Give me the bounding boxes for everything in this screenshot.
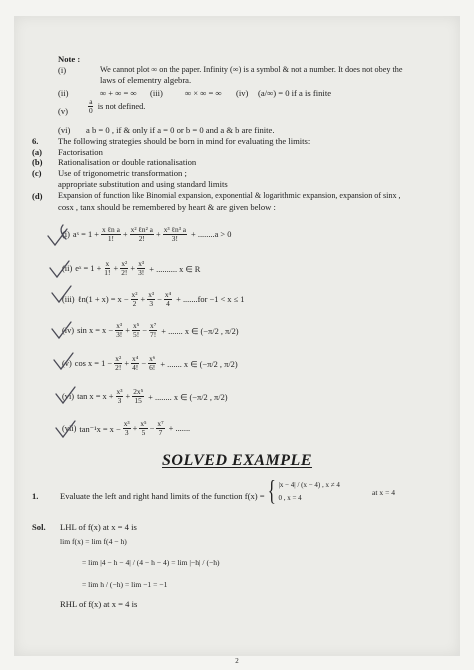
expansion-term xyxy=(131,291,139,308)
section-6-item-b: Rationalisation or double rationalisation xyxy=(58,157,197,167)
operator: + xyxy=(113,264,119,273)
section-6-item-d: Expansion of function like Binomial expansion, exponential & logarithmic expansion, expansion of sinx , xyxy=(58,191,401,200)
expansion-term xyxy=(149,322,157,339)
solution-label: Sol. xyxy=(32,522,46,532)
expansion-lhs: ℓn(1 + x) = x − xyxy=(77,295,129,304)
term-numerator: x⁶ xyxy=(149,354,156,363)
expansion-row xyxy=(62,355,238,372)
expansion-term xyxy=(103,260,111,277)
note-marker-iv: (iv) xyxy=(236,88,249,98)
term-numerator: x⁴ xyxy=(132,354,139,363)
frac-den: 0 xyxy=(89,106,93,115)
operator: + xyxy=(125,326,130,335)
operator: + xyxy=(140,295,146,304)
expansion-lhs: tan⁻¹x = x − xyxy=(79,424,121,434)
expansion-marker: (iii) xyxy=(62,295,75,304)
term-numerator: x² xyxy=(131,290,138,299)
term-denominator: 3! xyxy=(171,234,178,243)
term-denominator: 6! xyxy=(149,363,156,372)
section-6-item-a: Factorisation xyxy=(58,147,103,157)
term-numerator: x ℓn a xyxy=(101,225,120,234)
piecewise-brace: { xyxy=(267,476,276,507)
operator: − xyxy=(157,295,162,304)
expansion-tail: + ....... xyxy=(168,424,191,433)
note-item-v-text: is not defined. xyxy=(97,102,146,111)
solved-example-heading: SOLVED EXAMPLE xyxy=(162,452,312,469)
term-numerator: x⁴ xyxy=(164,290,172,299)
frac-num: a xyxy=(89,97,93,106)
term-numerator: x⁷ xyxy=(150,321,157,330)
expansion-term xyxy=(147,291,155,308)
expansion-lhs: eˣ = 1 + xyxy=(75,264,102,273)
term-denominator: 2! xyxy=(121,268,128,277)
term-denominator: 2! xyxy=(115,363,122,372)
term-denominator: 2! xyxy=(138,234,145,243)
note-item-ii: ∞ + ∞ = ∞ xyxy=(100,88,137,98)
expansion-term xyxy=(114,355,122,372)
solution-rhl: RHL of f(x) at x = 4 is xyxy=(60,599,138,609)
term-numerator: x⁵ xyxy=(132,321,140,330)
section-6-marker-b: (b) xyxy=(32,157,43,167)
term-denominator: 2 xyxy=(132,299,137,308)
piecewise-cases xyxy=(278,479,339,505)
operator: + xyxy=(124,359,130,368)
term-numerator: x² xyxy=(121,259,128,268)
section-6-intro: The following strategies should be born in mind for evaluating the limits: xyxy=(58,136,311,146)
expansion-term xyxy=(148,355,156,372)
section-6-marker-a: (a) xyxy=(32,147,43,157)
expansion-term xyxy=(101,226,121,243)
piecewise-case-2: 0 , x = 4 xyxy=(278,494,302,502)
operator: − xyxy=(149,424,155,433)
expansion-term xyxy=(156,420,164,437)
term-denominator: 1! xyxy=(104,268,111,277)
expansion-tail: + .......for −1 < x ≤ 1 xyxy=(176,295,245,304)
solution-line-1: lim f(x) = lim f(4 − h) xyxy=(60,537,127,546)
note-item-v xyxy=(86,98,145,115)
note-marker-ii: (ii) xyxy=(58,88,69,98)
term-denominator: 5 xyxy=(141,428,146,437)
term-denominator: 3! xyxy=(116,330,123,339)
expansion-term xyxy=(116,388,124,405)
expansion-term xyxy=(131,355,139,372)
term-numerator: x² xyxy=(115,354,122,363)
operator: + xyxy=(155,230,161,239)
term-denominator: 15 xyxy=(134,396,142,405)
term-numerator: x xyxy=(105,259,110,268)
expansion-tail: + ........ x ∈ (−π/2 , π/2) xyxy=(148,392,228,402)
term-numerator: 2x⁵ xyxy=(133,387,144,396)
note-item-vi: a b = 0 , if & only if a = 0 or b = 0 and a & b are finite. xyxy=(86,125,275,135)
expansion-term xyxy=(123,420,131,437)
expansion-marker: (ii) xyxy=(62,264,73,273)
term-denominator: 4 xyxy=(166,299,170,308)
note-title: Note : xyxy=(58,54,81,64)
expansion-term xyxy=(139,420,147,437)
expansion-term xyxy=(164,291,172,308)
operator: + xyxy=(125,392,131,401)
section-6-marker-c: (c) xyxy=(32,168,42,178)
term-denominator: 5! xyxy=(133,330,140,339)
expansion-term xyxy=(137,260,145,277)
note-marker-vi: (vi) xyxy=(58,125,71,135)
note-item-iii: ∞ × ∞ = ∞ xyxy=(185,88,222,98)
term-numerator: x⁷ xyxy=(157,419,164,428)
expansion-row xyxy=(62,322,239,339)
expansion-tail: + ....... x ∈ (−π/2 , π/2) xyxy=(160,359,238,369)
note-marker-i: (i) xyxy=(58,65,67,75)
expansion-marker: (iv) xyxy=(62,326,75,335)
term-numerator: x⁵ xyxy=(140,419,147,428)
term-numerator: x² ℓn² a xyxy=(130,225,153,234)
expansion-term xyxy=(120,260,128,277)
section-6-number: 6. xyxy=(32,136,39,146)
term-numerator: x³ xyxy=(138,259,145,268)
operator: + xyxy=(132,424,138,433)
operator: − xyxy=(142,326,147,335)
expansion-tail: + ........a > 0 xyxy=(191,230,232,239)
expansion-marker: (i) xyxy=(62,230,70,239)
expansion-row xyxy=(62,226,231,243)
page-number: 2 xyxy=(235,657,239,665)
expansion-marker: (vii) xyxy=(62,424,77,433)
section-6-marker-d: (d) xyxy=(32,191,43,201)
expansion-marker: (v) xyxy=(62,359,72,368)
expansion-lhs: sin x = x − xyxy=(77,326,114,335)
example-1-number: 1. xyxy=(32,491,39,501)
term-denominator: 3 xyxy=(149,299,154,308)
term-numerator: x³ xyxy=(116,387,123,396)
expansion-row xyxy=(62,291,244,308)
operator: + xyxy=(130,264,136,273)
piecewise-case-1: |x − 4| / (x − 4) , x ≠ 4 xyxy=(278,481,340,489)
expansion-term xyxy=(130,226,154,243)
expansion-term xyxy=(163,226,187,243)
example-1-piecewise xyxy=(265,478,340,506)
expansion-lhs: aˣ = 1 + xyxy=(72,230,99,239)
term-denominator: 1! xyxy=(107,234,115,243)
expansion-row xyxy=(62,420,190,437)
term-denominator: 7! xyxy=(150,330,157,339)
note-marker-iii: (iii) xyxy=(150,88,163,98)
note-item-i: We cannot plot ∞ on the paper. Infinity (∞) is a symbol & not a number. It does not obey the xyxy=(100,65,403,74)
term-numerator: x³ xyxy=(123,419,130,428)
solution-line-2: = lim |4 − h − 4| / (4 − h − 4) = lim |−h| / (−h) xyxy=(82,558,220,567)
expansion-term xyxy=(132,322,140,339)
term-denominator: 3 xyxy=(124,428,129,437)
expansion-marker: (vi) xyxy=(62,392,75,401)
term-numerator: x³ xyxy=(116,321,123,330)
example-1-at: at x = 4 xyxy=(372,488,396,497)
section-6-item-c-cont: appropriate substitution and using standard limits xyxy=(58,179,228,189)
expansion-tail: + .......... x ∈ R xyxy=(149,264,201,274)
solution-lhl: LHL of f(x) at x = 4 is xyxy=(60,522,137,532)
term-denominator: 3! xyxy=(138,268,145,277)
note-marker-v: (v) xyxy=(58,106,69,116)
expansion-term xyxy=(115,322,123,339)
solution-line-3: = lim h / (−h) = lim −1 = −1 xyxy=(82,580,168,589)
expansion-lhs: tan x = x + xyxy=(77,392,114,401)
expansion-lhs: cos x = 1 − xyxy=(74,359,113,368)
term-denominator: 4! xyxy=(132,363,139,372)
example-1-question: Evaluate the left and right hand limits of the function f(x) = xyxy=(60,491,265,501)
expansion-row xyxy=(62,260,200,277)
term-denominator: 7 xyxy=(158,428,163,437)
operator: + xyxy=(122,230,128,239)
section-6-item-c: Use of trigonometric transformation ; xyxy=(58,168,187,178)
note-item-i-cont: laws of elementry algebra. xyxy=(100,75,192,85)
note-item-iv: (a/∞) = 0 if a is finite xyxy=(258,88,332,98)
term-numerator: x³ ℓn³ a xyxy=(163,225,187,234)
expansion-row xyxy=(62,388,228,405)
operator: − xyxy=(141,359,147,368)
term-denominator: 3 xyxy=(117,396,122,405)
expansion-term xyxy=(132,388,144,405)
section-6-item-d-cont: cosx , tanx should be remembered by heart & are given below : xyxy=(58,202,276,212)
expansion-tail: + ....... x ∈ (−π/2 , π/2) xyxy=(161,326,239,336)
term-numerator: x³ xyxy=(148,290,155,299)
